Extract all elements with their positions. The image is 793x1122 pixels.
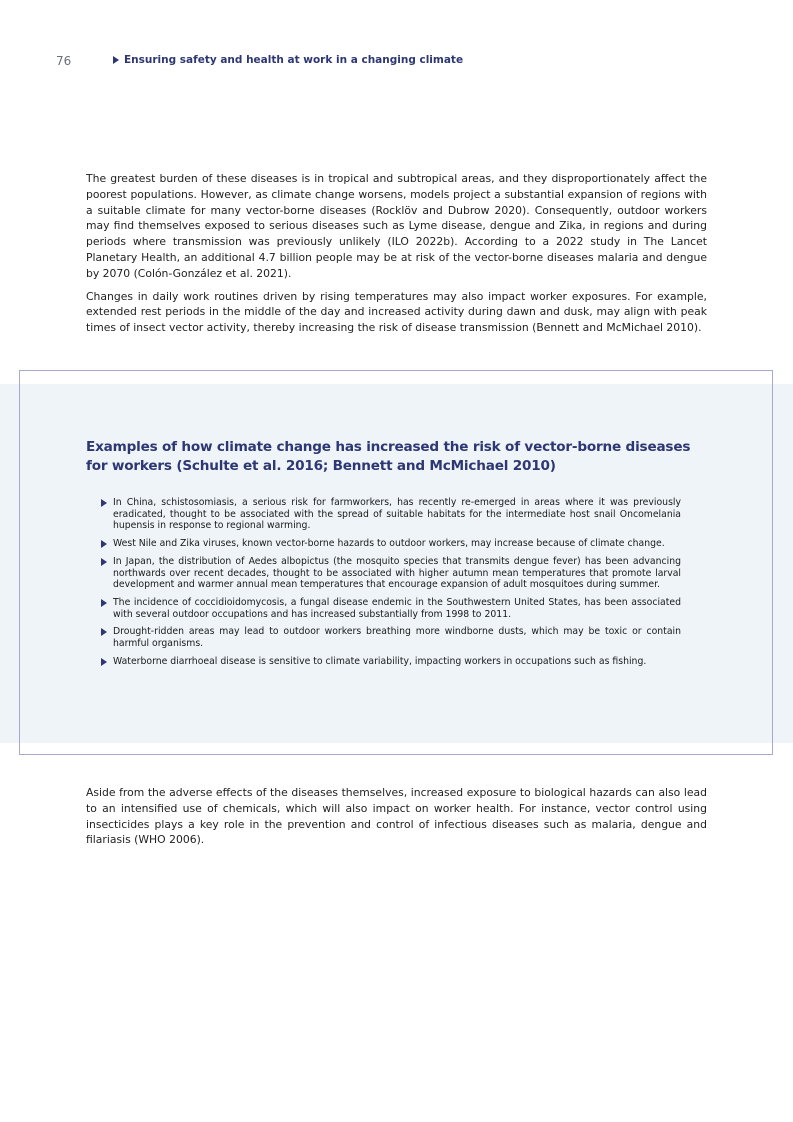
list-item-text: Drought-ridden areas may lead to outdoor workers breathing more windborne dusts, which may be toxic or contain harmful organisms. [113,626,681,650]
intro-section [86,171,707,343]
list-item [101,497,681,532]
triangle-bullet-icon [101,558,107,566]
running-header [113,54,463,66]
intro-paragraph: The greatest burden of these diseases is in tropical and subtropical areas, and they disproportionately affect the poorest populations. However, as climate change worsens, models project a substantial expansion of regions with a suitable climate for many vector-borne diseases (Rocklöv and Dubrow 2020). Consequently, outdoor workers may find themselves exposed to serious diseases such as Lyme disease, dengue and Zika, in regions and during periods where transmission was previously unlikely (ILO 2022b). According to a 2022 study in The Lancet Planetary Health, an additional 4.7 billion people may be at risk of the vector-borne diseases malaria and dengue by 2070 (Colón-González et al. 2021). [86,172,707,280]
intro-paragraph: Changes in daily work routines driven by rising temperatures may also impact worker exposures. For example, extended rest periods in the middle of the day and increased activity during dawn and dusk, may align with peak times of insect vector activity, thereby increasing the risk of disease transmission (Bennett and McMichael 2010). [86,289,707,335]
closing-section [86,785,707,855]
triangle-bullet-icon [113,56,119,64]
triangle-bullet-icon [101,499,107,507]
list-item-text: In Japan, the distribution of Aedes albopictus (the mosquito species that transmits dengue fever) has been advancing northwards over recent decades, thought to be associated with higher autumn mean temperatures that promote larval development and warmer annual mean temperatures that encourage expansion of adult mosquitoes during summer. [113,555,681,591]
triangle-bullet-icon [101,599,107,607]
list-item [101,597,681,620]
triangle-bullet-icon [101,658,107,666]
list-item-text: Waterborne diarrhoeal disease is sensitive to climate variability, impacting workers in occupations such as fishing. [113,655,647,667]
running-header-title: Ensuring safety and health at work in a changing climate [124,54,464,66]
list-item [101,656,681,668]
triangle-bullet-icon [101,628,107,636]
example-list [101,497,681,673]
list-item-text: The incidence of coccidioidomycosis, a fungal disease endemic in the Southwestern United States, has been associated with several outdoor occupations and has increased substantially from 1998 to 2011. [113,596,681,620]
list-item [101,556,681,591]
list-item [101,538,681,550]
list-item [101,626,681,649]
list-item-text: West Nile and Zika viruses, known vector-borne hazards to outdoor workers, may increase because of climate change. [113,538,665,550]
closing-paragraph: Aside from the adverse effects of the diseases themselves, increased exposure to biological hazards can also lead to an intensified use of chemicals, which will also impact on worker health. For instance, vector control using insecticides plays a key role in the prevention and control of infectious diseases such as malaria, dengue and filariasis (WHO 2006). [86,786,707,847]
page-number: 76 [56,54,72,68]
example-box-title: Examples of how climate change has increased the risk of vector-borne diseases for workers (Schulte et al. 2016; Bennett and McMichael 2010) [86,439,691,474]
triangle-bullet-icon [101,540,107,548]
list-item-text: In China, schistosomiasis, a serious risk for farmworkers, has recently re-emerged in areas where it was previously eradicated, thought to be associated with the spread of suitable habitats for the intermediate host snail Oncomelania hupensis in response to regional warming. [113,497,681,532]
